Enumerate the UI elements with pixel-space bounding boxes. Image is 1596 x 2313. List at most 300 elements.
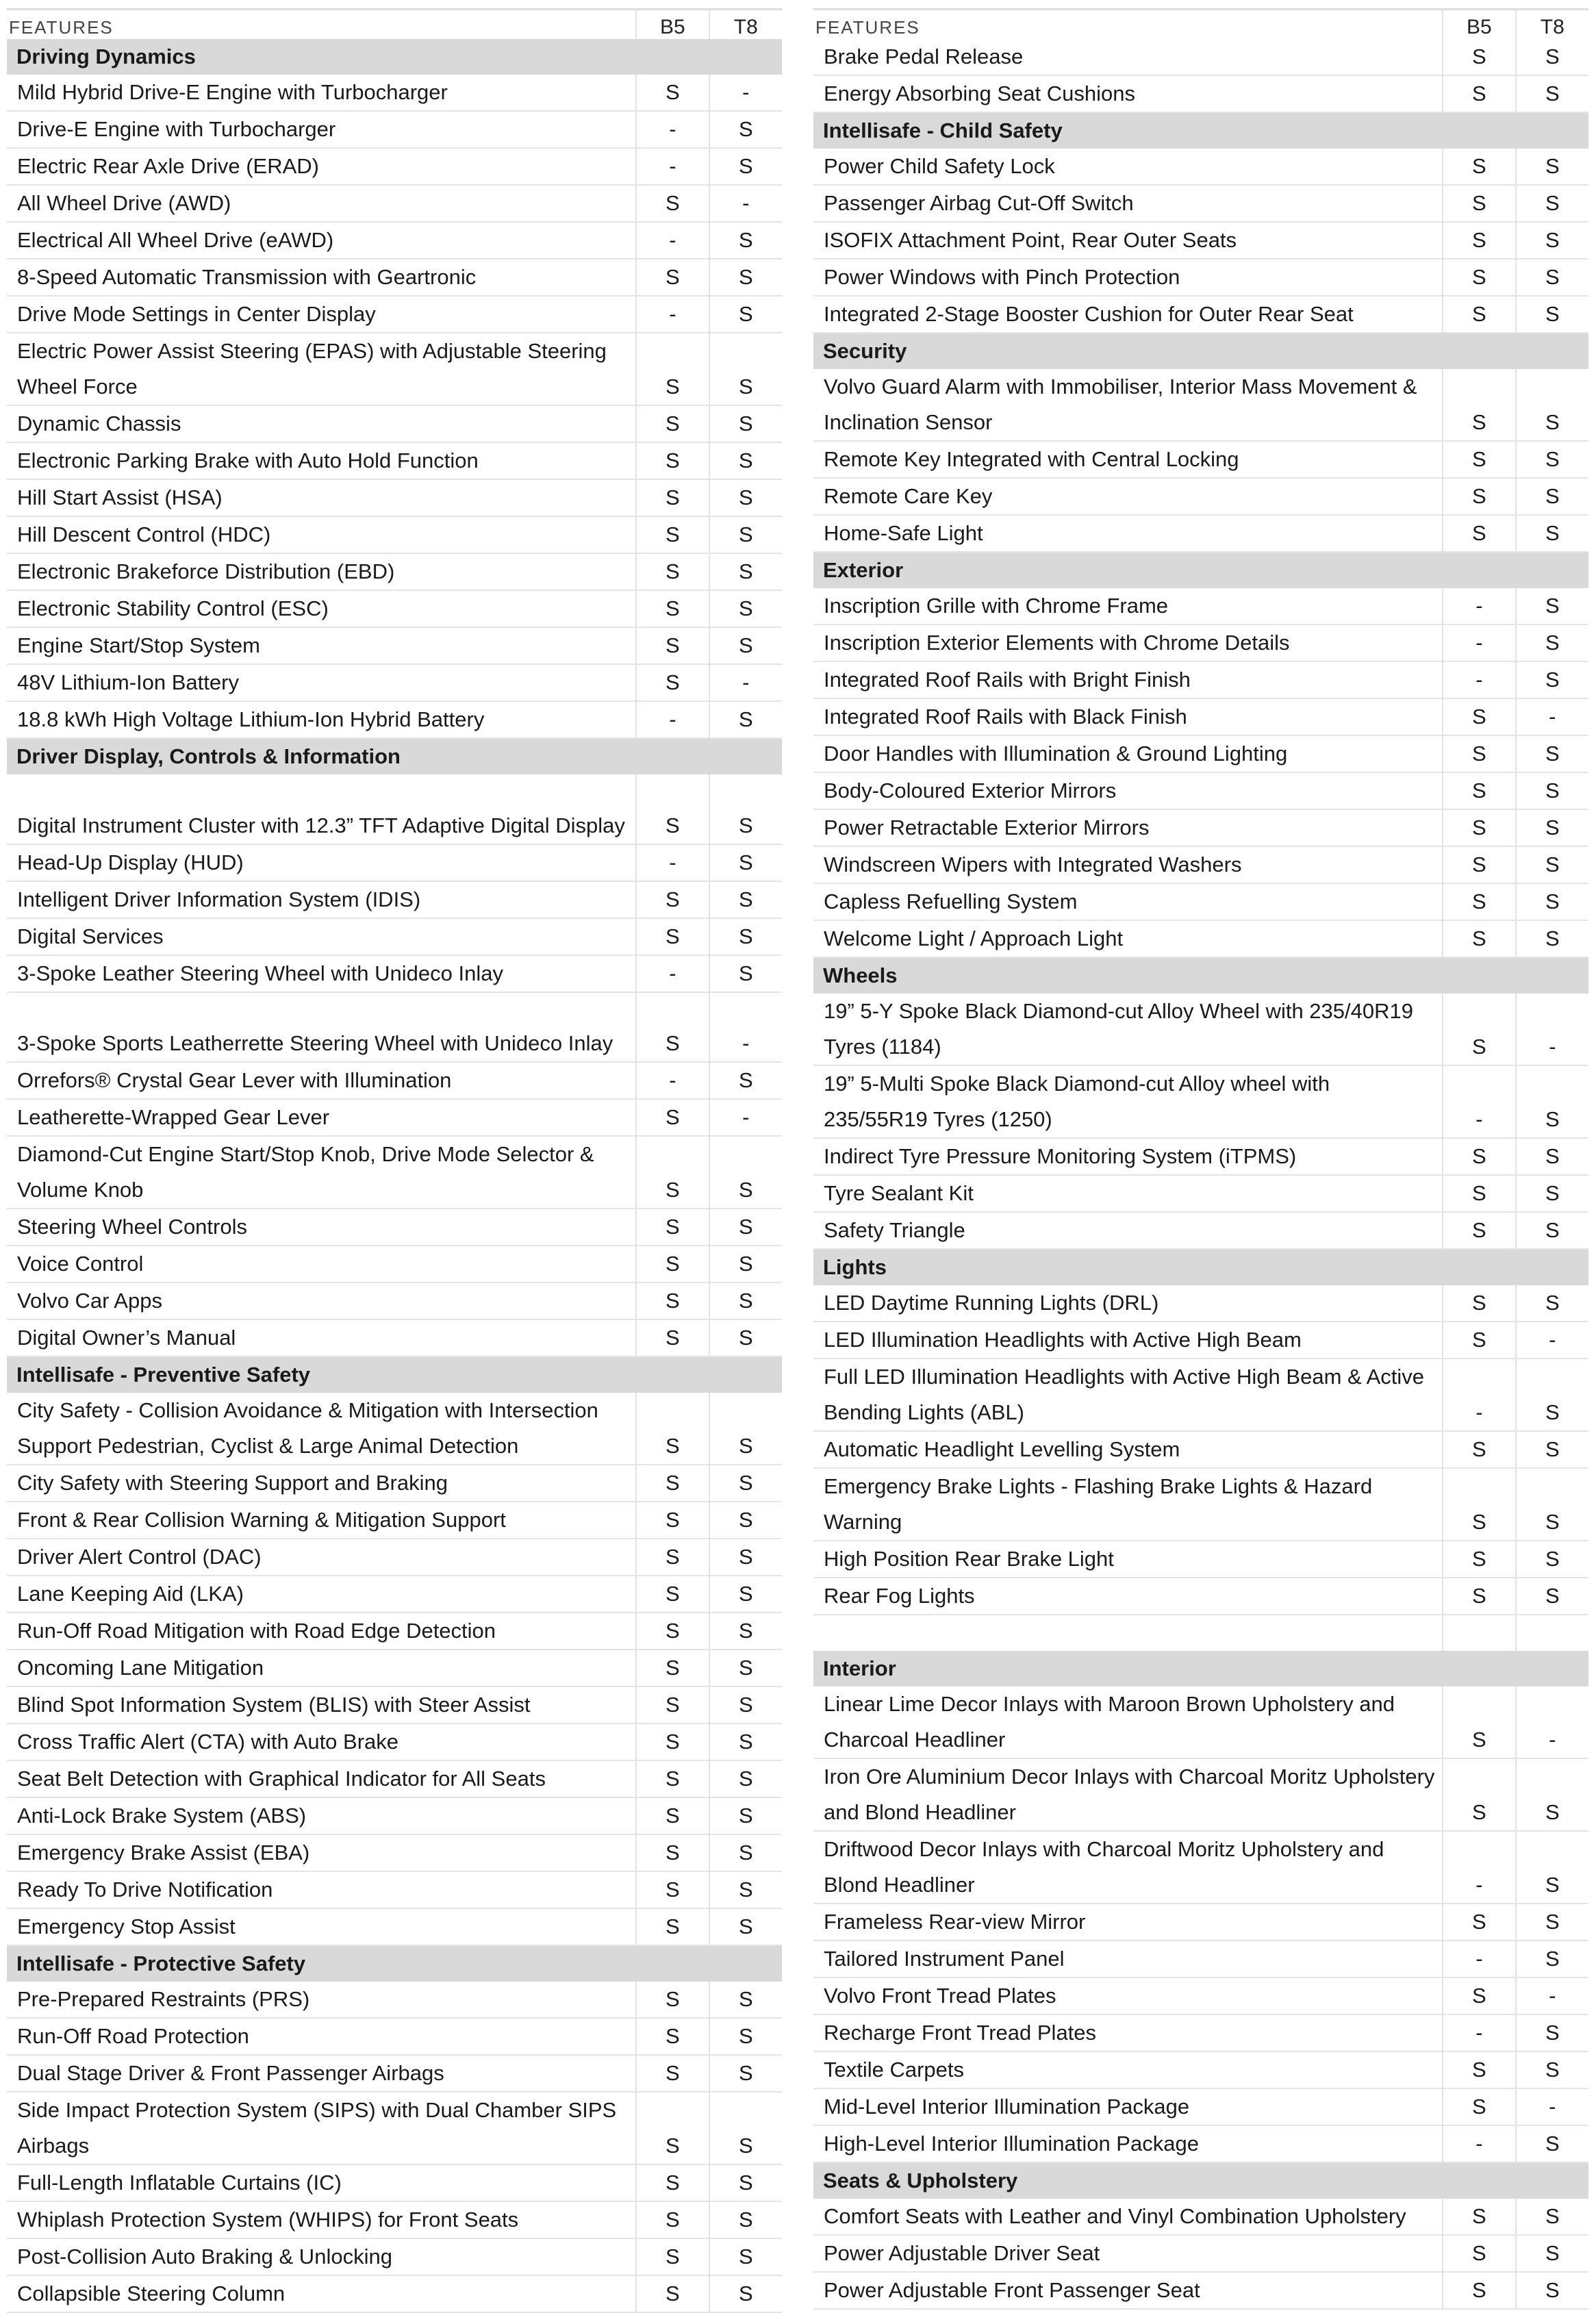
features-table bbox=[7, 8, 782, 2313]
spacer-cell bbox=[1443, 1615, 1515, 1651]
features-table bbox=[813, 8, 1588, 2310]
feature-name: 48V Lithium-Ion Battery bbox=[7, 664, 636, 701]
b5-availability: S bbox=[636, 1282, 709, 1319]
feature-row bbox=[7, 2275, 782, 2312]
b5-availability: S bbox=[636, 1393, 709, 1465]
feature-name: Lane Keeping Aid (LKA) bbox=[7, 1576, 636, 1613]
t8-availability: S bbox=[709, 1650, 782, 1686]
b5-availability: - bbox=[1443, 1831, 1515, 1904]
feature-row bbox=[7, 1797, 782, 1834]
feature-row bbox=[7, 955, 782, 992]
b5-availability: S bbox=[1443, 809, 1515, 846]
header-b5: B5 bbox=[1443, 10, 1515, 40]
t8-availability: S bbox=[709, 1502, 782, 1539]
feature-name: High-Level Interior Illumination Package bbox=[813, 2125, 1443, 2162]
feature-row bbox=[813, 478, 1588, 515]
feature-row bbox=[7, 881, 782, 918]
feature-row bbox=[7, 1319, 782, 1356]
section-header bbox=[7, 1945, 782, 1982]
section-header bbox=[813, 112, 1588, 149]
feature-name: Body-Coloured Exterior Mirrors bbox=[813, 772, 1443, 809]
t8-availability: S bbox=[1516, 2272, 1588, 2309]
t8-availability: S bbox=[1516, 1941, 1588, 1977]
feature-row bbox=[7, 296, 782, 333]
b5-availability: S bbox=[1443, 772, 1515, 809]
t8-availability: S bbox=[709, 590, 782, 627]
feature-name: All Wheel Drive (AWD) bbox=[7, 185, 636, 222]
feature-name: Frameless Rear-view Mirror bbox=[813, 1904, 1443, 1941]
b5-availability: - bbox=[636, 701, 709, 738]
t8-availability: S bbox=[709, 1209, 782, 1246]
feature-row bbox=[7, 1576, 782, 1613]
b5-availability: S bbox=[636, 918, 709, 955]
b5-availability: S bbox=[636, 185, 709, 222]
b5-availability: S bbox=[1443, 222, 1515, 259]
t8-availability: S bbox=[709, 1136, 782, 1209]
feature-row bbox=[813, 1468, 1588, 1541]
b5-availability: S bbox=[1443, 149, 1515, 185]
table-body bbox=[7, 39, 782, 2312]
t8-availability: S bbox=[709, 1760, 782, 1797]
feature-name: Diamond-Cut Engine Start/Stop Knob, Drive Mode Selector & Volume Knob bbox=[7, 1136, 636, 1209]
feature-row bbox=[813, 772, 1588, 809]
feature-name: Power Windows with Pinch Protection bbox=[813, 259, 1443, 296]
t8-availability: S bbox=[1516, 1831, 1588, 1904]
feature-row bbox=[7, 1393, 782, 1465]
t8-availability: S bbox=[1516, 149, 1588, 185]
section-title: Lights bbox=[813, 1249, 1588, 1285]
feature-row bbox=[813, 1941, 1588, 1977]
feature-row bbox=[813, 2199, 1588, 2235]
b5-availability: - bbox=[1443, 1065, 1515, 1138]
feature-row bbox=[813, 883, 1588, 920]
t8-availability: - bbox=[1516, 2088, 1588, 2125]
feature-name: ISOFIX Attachment Point, Rear Outer Seats bbox=[813, 222, 1443, 259]
b5-availability: - bbox=[1443, 624, 1515, 661]
section-header bbox=[813, 1249, 1588, 1285]
feature-row bbox=[7, 1723, 782, 1760]
t8-availability: S bbox=[709, 553, 782, 590]
feature-name: Driver Alert Control (DAC) bbox=[7, 1539, 636, 1576]
b5-availability: S bbox=[1443, 1578, 1515, 1615]
section-title: Exterior bbox=[813, 552, 1588, 588]
b5-availability: S bbox=[1443, 39, 1515, 75]
feature-name: City Safety with Steering Support and Braking bbox=[7, 1465, 636, 1502]
t8-availability: S bbox=[709, 1319, 782, 1356]
b5-availability: S bbox=[1443, 1541, 1515, 1578]
feature-name: Steering Wheel Controls bbox=[7, 1209, 636, 1246]
t8-availability: S bbox=[709, 774, 782, 844]
feature-name: Oncoming Lane Mitigation bbox=[7, 1650, 636, 1686]
section-title: Interior bbox=[813, 1651, 1588, 1686]
t8-availability: S bbox=[1516, 661, 1588, 698]
header-t8: T8 bbox=[1516, 10, 1588, 40]
feature-name: Front & Rear Collision Warning & Mitigation Support bbox=[7, 1502, 636, 1539]
feature-name: Side Impact Protection System (SIPS) with Dual Chamber SIPS Airbags bbox=[7, 2092, 636, 2164]
b5-availability: S bbox=[636, 1246, 709, 1282]
b5-availability: S bbox=[1443, 1977, 1515, 2014]
feature-row bbox=[813, 149, 1588, 185]
feature-name: LED Daytime Running Lights (DRL) bbox=[813, 1285, 1443, 1322]
feature-row bbox=[7, 75, 782, 111]
t8-availability: - bbox=[1516, 698, 1588, 735]
feature-name: Engine Start/Stop System bbox=[7, 627, 636, 664]
b5-availability: - bbox=[1443, 2014, 1515, 2051]
feature-row bbox=[7, 553, 782, 590]
feature-row bbox=[7, 774, 782, 844]
t8-availability: S bbox=[1516, 624, 1588, 661]
feature-name: Electric Rear Axle Drive (ERAD) bbox=[7, 148, 636, 185]
feature-row bbox=[813, 296, 1588, 333]
t8-availability: S bbox=[1516, 1758, 1588, 1831]
feature-name: Drive-E Engine with Turbocharger bbox=[7, 111, 636, 148]
features-table-left bbox=[7, 8, 782, 2313]
t8-availability: S bbox=[1516, 259, 1588, 296]
t8-availability: S bbox=[1516, 1175, 1588, 1212]
b5-availability: S bbox=[1443, 735, 1515, 772]
t8-availability: S bbox=[709, 844, 782, 881]
feature-name: Emergency Brake Lights - Flashing Brake Lights & Hazard Warning bbox=[813, 1468, 1443, 1541]
feature-name: Integrated 2-Stage Booster Cushion for Outer Rear Seat bbox=[813, 296, 1443, 333]
b5-availability: S bbox=[636, 516, 709, 553]
b5-availability: - bbox=[636, 844, 709, 881]
b5-availability: S bbox=[636, 2238, 709, 2275]
table-header bbox=[7, 10, 782, 40]
section-header bbox=[7, 39, 782, 75]
feature-name: 18.8 kWh High Voltage Lithium-Ion Hybrid Battery bbox=[7, 701, 636, 738]
b5-availability: S bbox=[636, 1209, 709, 1246]
t8-availability: S bbox=[1516, 1285, 1588, 1322]
header-t8: T8 bbox=[709, 10, 782, 40]
b5-availability: S bbox=[636, 1465, 709, 1502]
t8-availability: S bbox=[709, 1393, 782, 1465]
t8-availability: S bbox=[1516, 809, 1588, 846]
header-b5: B5 bbox=[636, 10, 709, 40]
section-header bbox=[813, 1651, 1588, 1686]
t8-availability: S bbox=[1516, 772, 1588, 809]
b5-availability: S bbox=[636, 2275, 709, 2312]
feature-row bbox=[7, 627, 782, 664]
feature-name: Volvo Guard Alarm with Immobiliser, Interior Mass Movement & Inclination Sensor bbox=[813, 369, 1443, 441]
section-title: Intellisafe - Preventive Safety bbox=[7, 1356, 782, 1393]
feature-name: Orrefors® Crystal Gear Lever with Illumination bbox=[7, 1062, 636, 1099]
b5-availability: S bbox=[636, 259, 709, 296]
b5-availability: S bbox=[636, 627, 709, 664]
b5-availability: S bbox=[1443, 2088, 1515, 2125]
t8-availability: - bbox=[709, 1099, 782, 1136]
feature-row bbox=[7, 918, 782, 955]
feature-row bbox=[813, 369, 1588, 441]
b5-availability: S bbox=[636, 1650, 709, 1686]
t8-availability: S bbox=[709, 442, 782, 479]
feature-row bbox=[813, 1977, 1588, 2014]
feature-name: Leatherette-Wrapped Gear Lever bbox=[7, 1099, 636, 1136]
feature-name: 8-Speed Automatic Transmission with Geartronic bbox=[7, 259, 636, 296]
t8-availability: - bbox=[1516, 1686, 1588, 1758]
b5-availability: S bbox=[1443, 441, 1515, 478]
feature-name: Indirect Tyre Pressure Monitoring System (iTPMS) bbox=[813, 1138, 1443, 1175]
feature-name: Linear Lime Decor Inlays with Maroon Brown Upholstery and Charcoal Headliner bbox=[813, 1686, 1443, 1758]
t8-availability: S bbox=[709, 1062, 782, 1099]
b5-availability: S bbox=[636, 664, 709, 701]
feature-row bbox=[7, 2055, 782, 2092]
section-title: Wheels bbox=[813, 957, 1588, 994]
feature-row bbox=[7, 405, 782, 442]
t8-availability: S bbox=[709, 2164, 782, 2201]
feature-row bbox=[813, 1541, 1588, 1578]
section-header bbox=[813, 552, 1588, 588]
b5-availability: - bbox=[1443, 1358, 1515, 1431]
b5-availability: S bbox=[1443, 1686, 1515, 1758]
feature-name: Collapsible Steering Column bbox=[7, 2275, 636, 2312]
t8-availability: S bbox=[1516, 185, 1588, 222]
b5-availability: - bbox=[1443, 588, 1515, 624]
b5-availability: S bbox=[636, 1834, 709, 1871]
feature-name: Recharge Front Tread Plates bbox=[813, 2014, 1443, 2051]
b5-availability: S bbox=[1443, 2199, 1515, 2235]
feature-name: Inscription Grille with Chrome Frame bbox=[813, 588, 1443, 624]
t8-availability: S bbox=[1516, 2014, 1588, 2051]
b5-availability: S bbox=[1443, 1175, 1515, 1212]
spacer-cell bbox=[813, 1615, 1443, 1651]
feature-name: Electronic Parking Brake with Auto Hold Function bbox=[7, 442, 636, 479]
feature-name: Volvo Car Apps bbox=[7, 1282, 636, 1319]
feature-row bbox=[7, 1613, 782, 1650]
feature-row bbox=[7, 1760, 782, 1797]
feature-name: Digital Instrument Cluster with 12.3” TFT Adaptive Digital Display bbox=[7, 774, 636, 844]
t8-availability: S bbox=[709, 333, 782, 405]
t8-availability: S bbox=[1516, 441, 1588, 478]
feature-row bbox=[7, 1502, 782, 1539]
b5-availability: S bbox=[636, 479, 709, 516]
t8-availability: S bbox=[1516, 2199, 1588, 2235]
feature-row bbox=[813, 1065, 1588, 1138]
section-header bbox=[7, 1356, 782, 1393]
b5-availability: - bbox=[636, 148, 709, 185]
feature-row bbox=[813, 588, 1588, 624]
feature-row bbox=[813, 1285, 1588, 1322]
b5-availability: S bbox=[636, 553, 709, 590]
feature-name: Rear Fog Lights bbox=[813, 1578, 1443, 1615]
b5-availability: S bbox=[1443, 846, 1515, 883]
t8-availability: S bbox=[709, 701, 782, 738]
feature-name: Volvo Front Tread Plates bbox=[813, 1977, 1443, 2014]
feature-row bbox=[7, 2164, 782, 2201]
t8-availability: - bbox=[1516, 1322, 1588, 1358]
feature-name: Full LED Illumination Headlights with Active High Beam & Active Bending Lights (ABL) bbox=[813, 1358, 1443, 1431]
b5-availability: S bbox=[1443, 1212, 1515, 1249]
feature-name: Run-Off Road Mitigation with Road Edge Detection bbox=[7, 1613, 636, 1650]
feature-row bbox=[813, 39, 1588, 75]
feature-name: Cross Traffic Alert (CTA) with Auto Brake bbox=[7, 1723, 636, 1760]
feature-name: Drive Mode Settings in Center Display bbox=[7, 296, 636, 333]
feature-row bbox=[7, 259, 782, 296]
section-title: Intellisafe - Child Safety bbox=[813, 112, 1588, 149]
t8-availability: S bbox=[1516, 846, 1588, 883]
b5-availability: S bbox=[1443, 515, 1515, 552]
b5-availability: S bbox=[636, 2092, 709, 2164]
feature-name: Voice Control bbox=[7, 1246, 636, 1282]
feature-name: Comfort Seats with Leather and Vinyl Combination Upholstery bbox=[813, 2199, 1443, 2235]
t8-availability: S bbox=[1516, 2235, 1588, 2272]
b5-availability: S bbox=[1443, 1285, 1515, 1322]
t8-availability: S bbox=[709, 881, 782, 918]
t8-availability: S bbox=[709, 918, 782, 955]
feature-row bbox=[813, 185, 1588, 222]
feature-row bbox=[813, 1431, 1588, 1468]
feature-name: Automatic Headlight Levelling System bbox=[813, 1431, 1443, 1468]
b5-availability: S bbox=[636, 992, 709, 1062]
b5-availability: S bbox=[636, 774, 709, 844]
t8-availability: S bbox=[1516, 1904, 1588, 1941]
feature-row bbox=[7, 2018, 782, 2055]
feature-row bbox=[7, 701, 782, 738]
t8-availability: - bbox=[709, 664, 782, 701]
b5-availability: - bbox=[636, 1062, 709, 1099]
feature-name: Electronic Brakeforce Distribution (EBD) bbox=[7, 553, 636, 590]
feature-row bbox=[7, 1136, 782, 1209]
feature-name: Dynamic Chassis bbox=[7, 405, 636, 442]
b5-availability: S bbox=[636, 881, 709, 918]
b5-availability: S bbox=[636, 333, 709, 405]
t8-availability: S bbox=[1516, 478, 1588, 515]
t8-availability: S bbox=[1516, 2051, 1588, 2088]
t8-availability: S bbox=[1516, 588, 1588, 624]
table-header bbox=[813, 10, 1588, 40]
t8-availability: S bbox=[709, 1539, 782, 1576]
feature-name: Full-Length Inflatable Curtains (IC) bbox=[7, 2164, 636, 2201]
feature-row bbox=[7, 2092, 782, 2164]
b5-availability: S bbox=[1443, 920, 1515, 957]
b5-availability: S bbox=[636, 1099, 709, 1136]
feature-name: Mid-Level Interior Illumination Package bbox=[813, 2088, 1443, 2125]
header-features: FEATURES bbox=[9, 16, 114, 38]
feature-row bbox=[813, 1686, 1588, 1758]
feature-name: Integrated Roof Rails with Bright Finish bbox=[813, 661, 1443, 698]
feature-name: 19” 5-Multi Spoke Black Diamond-cut Alloy wheel with 235/55R19 Tyres (1250) bbox=[813, 1065, 1443, 1138]
feature-row bbox=[7, 590, 782, 627]
feature-row bbox=[7, 1246, 782, 1282]
b5-availability: S bbox=[1443, 1904, 1515, 1941]
b5-availability: S bbox=[1443, 2272, 1515, 2309]
b5-availability: S bbox=[636, 1723, 709, 1760]
feature-row bbox=[7, 1982, 782, 2018]
feature-row bbox=[7, 1539, 782, 1576]
feature-name: Door Handles with Illumination & Ground Lighting bbox=[813, 735, 1443, 772]
section-title: Intellisafe - Protective Safety bbox=[7, 1945, 782, 1982]
b5-availability: S bbox=[636, 2018, 709, 2055]
feature-row bbox=[813, 1831, 1588, 1904]
t8-availability: S bbox=[1516, 1138, 1588, 1175]
feature-name: Electronic Stability Control (ESC) bbox=[7, 590, 636, 627]
t8-availability: S bbox=[1516, 39, 1588, 75]
feature-row bbox=[813, 2125, 1588, 2162]
b5-availability: S bbox=[1443, 478, 1515, 515]
b5-availability: S bbox=[1443, 1322, 1515, 1358]
t8-availability: - bbox=[1516, 994, 1588, 1065]
section-title: Driving Dynamics bbox=[7, 39, 782, 75]
t8-availability: S bbox=[1516, 1358, 1588, 1431]
feature-row bbox=[813, 994, 1588, 1065]
b5-availability: S bbox=[636, 75, 709, 111]
feature-row bbox=[813, 661, 1588, 698]
t8-availability: S bbox=[709, 1871, 782, 1908]
b5-availability: S bbox=[1443, 2051, 1515, 2088]
feature-name: Emergency Brake Assist (EBA) bbox=[7, 1834, 636, 1871]
t8-availability: S bbox=[1516, 75, 1588, 112]
section-title: Seats & Upholstery bbox=[813, 2162, 1588, 2199]
section-title: Security bbox=[813, 333, 1588, 369]
feature-name: High Position Rear Brake Light bbox=[813, 1541, 1443, 1578]
feature-name: 3-Spoke Sports Leatherrette Steering Wheel with Unideco Inlay bbox=[7, 992, 636, 1062]
t8-availability: - bbox=[1516, 1977, 1588, 2014]
b5-availability: S bbox=[636, 590, 709, 627]
b5-availability: S bbox=[636, 2201, 709, 2238]
t8-availability: S bbox=[709, 627, 782, 664]
feature-row bbox=[7, 992, 782, 1062]
section-header bbox=[7, 738, 782, 774]
spacer-cell bbox=[1516, 1615, 1588, 1651]
feature-name: Hill Descent Control (HDC) bbox=[7, 516, 636, 553]
b5-availability: - bbox=[636, 955, 709, 992]
feature-row bbox=[7, 1062, 782, 1099]
b5-availability: S bbox=[1443, 883, 1515, 920]
feature-name: Digital Services bbox=[7, 918, 636, 955]
header-features: FEATURES bbox=[815, 16, 920, 38]
feature-name: Integrated Roof Rails with Black Finish bbox=[813, 698, 1443, 735]
feature-row bbox=[7, 148, 782, 185]
feature-row bbox=[7, 1871, 782, 1908]
feature-row bbox=[813, 1358, 1588, 1431]
b5-availability: S bbox=[636, 1908, 709, 1945]
t8-availability: S bbox=[1516, 1212, 1588, 1249]
t8-availability: S bbox=[1516, 515, 1588, 552]
b5-availability: S bbox=[1443, 1758, 1515, 1831]
feature-name: Textile Carpets bbox=[813, 2051, 1443, 2088]
feature-row bbox=[7, 844, 782, 881]
feature-row bbox=[7, 111, 782, 148]
t8-availability: S bbox=[709, 111, 782, 148]
b5-availability: S bbox=[1443, 1431, 1515, 1468]
b5-availability: S bbox=[636, 1136, 709, 1209]
feature-name: Anti-Lock Brake System (ABS) bbox=[7, 1797, 636, 1834]
feature-row bbox=[7, 479, 782, 516]
t8-availability: S bbox=[709, 1246, 782, 1282]
feature-row bbox=[7, 1686, 782, 1723]
b5-availability: - bbox=[1443, 661, 1515, 698]
b5-availability: S bbox=[636, 1982, 709, 2018]
feature-row bbox=[7, 1834, 782, 1871]
feature-row bbox=[7, 333, 782, 405]
feature-name: Remote Care Key bbox=[813, 478, 1443, 515]
t8-availability: S bbox=[1516, 369, 1588, 441]
feature-name: 19” 5-Y Spoke Black Diamond-cut Alloy Wheel with 235/40R19 Tyres (1184) bbox=[813, 994, 1443, 1065]
feature-name: Home-Safe Light bbox=[813, 515, 1443, 552]
t8-availability: S bbox=[1516, 920, 1588, 957]
b5-availability: S bbox=[636, 2055, 709, 2092]
feature-name: Welcome Light / Approach Light bbox=[813, 920, 1443, 957]
feature-row bbox=[7, 442, 782, 479]
t8-availability: S bbox=[709, 1613, 782, 1650]
section-header bbox=[813, 2162, 1588, 2199]
feature-name: Windscreen Wipers with Integrated Washers bbox=[813, 846, 1443, 883]
feature-row bbox=[813, 624, 1588, 661]
t8-availability: S bbox=[1516, 1468, 1588, 1541]
feature-name: 3-Spoke Leather Steering Wheel with Unideco Inlay bbox=[7, 955, 636, 992]
b5-availability: S bbox=[1443, 75, 1515, 112]
feature-row bbox=[7, 185, 782, 222]
section-header bbox=[813, 333, 1588, 369]
